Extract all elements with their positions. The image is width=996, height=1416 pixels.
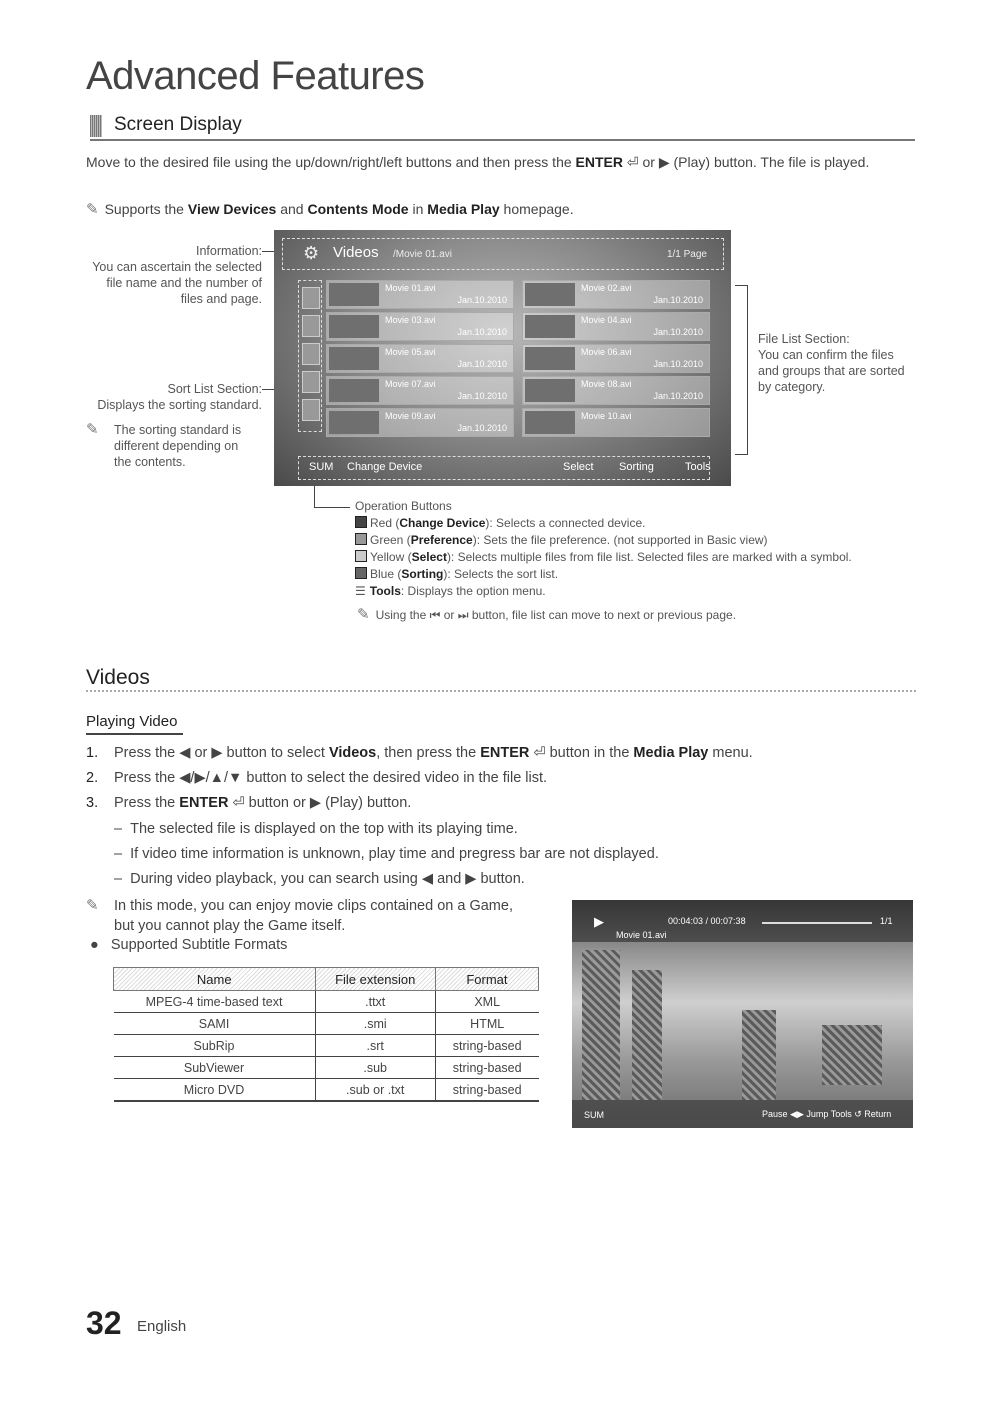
green-button-icon bbox=[355, 533, 367, 545]
file-item[interactable]: Movie 05.avi Jan.10.2010 bbox=[326, 344, 514, 373]
subtitle-formats-table bbox=[113, 967, 539, 1102]
dash-item: – The selected file is displayed on the top with its playing time. bbox=[114, 821, 518, 837]
table-cell: SAMI bbox=[114, 1013, 316, 1035]
note-supports: ✎ Supports the View Devices and Contents Mode in Media Play homepage. bbox=[86, 201, 574, 218]
playback-controls[interactable]: Pause ◀▶ Jump Tools ↺ Return bbox=[762, 1109, 892, 1119]
table-cell: .sub bbox=[315, 1057, 435, 1079]
sorting-button[interactable]: Sorting bbox=[619, 461, 654, 473]
note-game: ✎ In this mode, you can enjoy movie clips contained on a Game, but you cannot play the Game itself. bbox=[86, 897, 513, 934]
page-title: Advanced Features bbox=[86, 54, 425, 98]
table-cell: MPEG-4 time-based text bbox=[114, 991, 316, 1013]
table-cell: HTML bbox=[435, 1013, 538, 1035]
videos-icon: ⚙ bbox=[303, 243, 320, 263]
table-header: Format bbox=[435, 968, 538, 991]
sum-label: SUM bbox=[584, 1110, 604, 1120]
operation-bar bbox=[298, 456, 710, 480]
file-item[interactable]: Movie 07.avi Jan.10.2010 bbox=[326, 376, 514, 405]
file-item[interactable]: Movie 09.avi Jan.10.2010 bbox=[326, 408, 514, 437]
play-icon: ▶ bbox=[594, 914, 604, 929]
file-list-screenshot bbox=[274, 230, 731, 486]
table-header: Name bbox=[114, 968, 316, 991]
playback-count: 1/1 bbox=[880, 916, 893, 926]
information-annotation: Information: You can ascertain the selected file name and the number of files and page. bbox=[92, 244, 262, 306]
table-cell: string-based bbox=[435, 1079, 538, 1102]
playback-file: Movie 01.avi bbox=[616, 930, 667, 940]
table-row bbox=[114, 1079, 539, 1102]
note-pencil-icon: ✎ bbox=[86, 897, 99, 914]
info-bar bbox=[282, 238, 724, 270]
dash-item: – During video playback, you can search using ◀ and ▶ button. bbox=[114, 871, 525, 887]
file-item[interactable]: Movie 03.avi Jan.10.2010 bbox=[326, 312, 514, 341]
sum-label: SUM bbox=[309, 461, 334, 473]
screen-file: /Movie 01.avi bbox=[393, 249, 452, 260]
blue-button-icon bbox=[355, 567, 367, 579]
tools-button[interactable]: Tools bbox=[685, 461, 711, 473]
file-item[interactable]: Movie 01.avi Jan.10.2010 bbox=[326, 280, 514, 309]
table-header: File extension bbox=[315, 968, 435, 991]
playback-time: 00:04:03 / 00:07:38 bbox=[668, 916, 746, 926]
table-cell: .srt bbox=[315, 1035, 435, 1057]
screen-page: 1/1 Page bbox=[666, 249, 707, 260]
section-rule bbox=[90, 139, 915, 141]
sort-list[interactable] bbox=[298, 280, 322, 432]
tools-icon: ☰ bbox=[355, 584, 366, 598]
table-row bbox=[114, 1013, 539, 1035]
bullet-subtitle-formats: ● Supported Subtitle Formats bbox=[90, 937, 288, 953]
bullet-icon: ● bbox=[90, 937, 99, 953]
change-device-button[interactable]: Change Device bbox=[347, 461, 423, 473]
section-heading-videos: Videos bbox=[86, 666, 150, 689]
note-pencil-icon: ✎ bbox=[357, 606, 370, 623]
yellow-button-icon bbox=[355, 550, 367, 562]
table-row bbox=[114, 1035, 539, 1057]
section-rule bbox=[86, 690, 916, 692]
file-item[interactable]: Movie 02.avi Jan.10.2010 bbox=[522, 280, 710, 309]
table-cell: SubRip bbox=[114, 1035, 316, 1057]
table-cell: SubViewer bbox=[114, 1057, 316, 1079]
table-row bbox=[114, 1057, 539, 1079]
sort-list-annotation: Sort List Section: Displays the sorting standard. bbox=[97, 382, 262, 412]
leader-line bbox=[314, 486, 315, 508]
file-list-annotation: File List Section: You can confirm the files and groups that are sorted by category. bbox=[758, 332, 905, 394]
red-button-icon bbox=[355, 516, 367, 528]
file-list-bracket bbox=[735, 285, 748, 455]
table-cell: string-based bbox=[435, 1057, 538, 1079]
table-cell: .ttxt bbox=[315, 991, 435, 1013]
progress-bar[interactable] bbox=[762, 922, 872, 924]
table-cell: Micro DVD bbox=[114, 1079, 316, 1102]
file-item[interactable]: Movie 10.avi bbox=[522, 408, 710, 437]
select-button[interactable]: Select bbox=[563, 461, 594, 473]
file-item[interactable]: Movie 08.avi Jan.10.2010 bbox=[522, 376, 710, 405]
file-list-grid bbox=[326, 280, 731, 440]
table-cell: .smi bbox=[315, 1013, 435, 1035]
subheading-rule bbox=[86, 733, 183, 735]
sort-note: ✎ The sorting standard is different depending on the contents. bbox=[86, 421, 242, 469]
section-heading-screen-display: Screen Display bbox=[114, 114, 242, 135]
leader-line bbox=[314, 507, 350, 508]
file-item[interactable]: Movie 06.avi Jan.10.2010 bbox=[522, 344, 710, 373]
table-cell: .sub or .txt bbox=[315, 1079, 435, 1102]
intro-paragraph: Move to the desired file using the up/down/right/left buttons and then press the ENTER ⏎ or ▶ (Play) button. The file is played. bbox=[86, 154, 870, 170]
note-pencil-icon: ✎ bbox=[86, 201, 99, 218]
page-number: 32 bbox=[86, 1305, 122, 1341]
subheading-playing-video: Playing Video bbox=[86, 713, 178, 730]
table-row bbox=[114, 991, 539, 1013]
file-item[interactable]: Movie 04.avi Jan.10.2010 bbox=[522, 312, 710, 341]
table-cell: string-based bbox=[435, 1035, 538, 1057]
note-pencil-icon: ✎ bbox=[86, 421, 99, 438]
screen-title: Videos bbox=[333, 244, 379, 261]
section-marker bbox=[90, 115, 102, 137]
video-playback-screenshot bbox=[572, 900, 913, 1128]
table-cell: XML bbox=[435, 991, 538, 1013]
operation-buttons-legend: Operation Buttons Red (Change Device): Selects a connected device. Green (Preference): Sets the file preference. (not supported in Basic view) Yellow (Select): Selects multiple files from file list. Selected files are marked with a symbol. Blue (Sorting): Selects the sort list. ☰ Tools: Displays the option menu. ✎ Using the ⏮ or ⏭ button, file list can move to next or previous page. bbox=[355, 499, 852, 623]
page-language: English bbox=[137, 1318, 187, 1335]
dash-item: – If video time information is unknown, play time and pregress bar are not displayed. bbox=[114, 846, 659, 862]
